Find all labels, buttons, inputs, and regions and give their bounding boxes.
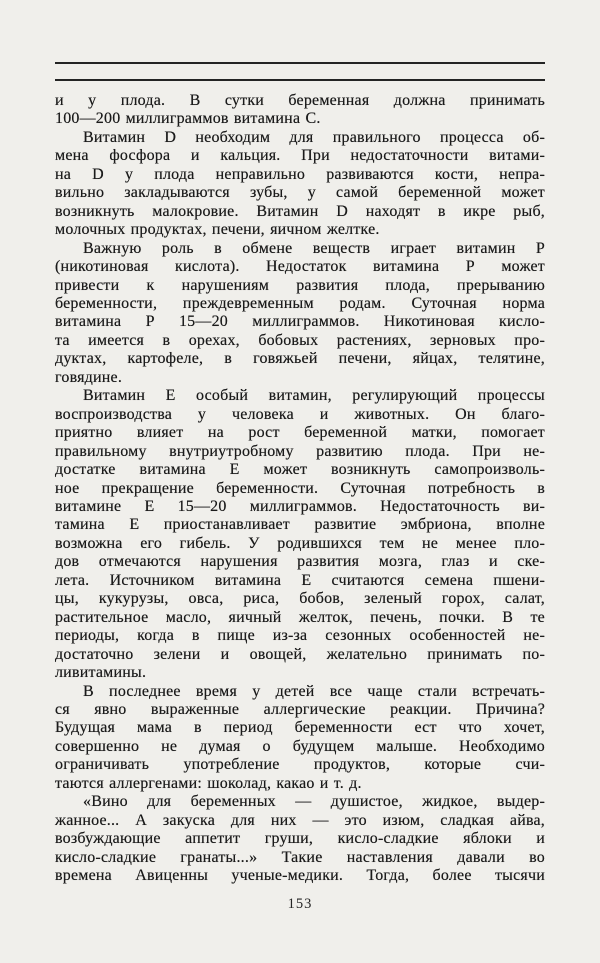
text-line: достатке витамина Е может возникнуть самопроизволь- [55,461,545,479]
text-line: возбуждающие аппетит груши, кисло-сладкие яблоки и [55,830,545,848]
text-line: говядине. [55,368,123,386]
text-line: лета. Источником витамина Е считаются семена пшени- [55,571,545,589]
text-line: ся явно выраженные аллергические реакции. Причина? [55,700,545,718]
text-line: ливитамины. [55,664,147,682]
text-line: приятно влияет на рост беременной матки, помогает [55,424,545,442]
text-line: растительное масло, яичный желток, печень, почки. В те [55,608,545,626]
text-line: правильному внутриутробному развитию плода. При не- [55,442,545,460]
paragraph [55,92,545,129]
text-line: дов отмечаются нарушения развития мозга, глаз и ске- [55,553,545,571]
text-line: ограничивать употребление продуктов, которые счи- [55,756,545,774]
text-line: ное прекращение беременности. Суточная потребность в [55,479,545,497]
text-line: витамина Р 15—20 миллиграммов. Никотиновая кисло- [55,313,545,331]
paragraph [55,683,545,794]
text-line: Важную роль в обмене веществ играет витамин Р [83,239,545,257]
text-line: мена фосфора и кальция. При недостаточности витами- [55,147,545,165]
text-line: совершенно не думая о будущем малыше. Необходимо [55,737,545,755]
text-line: периоды, когда в пище из-за сезонных особенностей не- [55,627,545,645]
top-rule-upper [55,62,545,64]
text-line: (никотиновая кислота). Недостаток витамина Р может [55,258,545,276]
text-line: дуктах, картофеле, в говяжьей печени, яйцах, телятине, [55,350,545,368]
paragraph [55,129,545,240]
header-rules [55,62,545,81]
book-page [55,0,545,963]
text-line: кисло-сладкие гранаты...» Такие наставления давали во [55,848,545,866]
text-line: «Вино для беременных — душистое, жидкое, выдер- [83,793,545,811]
text-line: и у плода. В сутки беременная должна принимать [55,92,545,109]
paragraph [55,793,545,885]
text-line: на D у плода неправильно развиваются кости, непра- [55,165,545,183]
text-line: Витамин D необходим для правильного процесса об- [83,128,545,146]
text-line: возникнуть малокровие. Витамин D находят в икре рыб, [55,202,545,220]
paragraph [55,387,545,682]
text-line: таются аллергенами: шоколад, какао и т. д. [55,774,362,792]
text-line: времена Авиценны ученые-медики. Тогда, более тысячи [55,867,545,885]
text-line: Будущая мама в период беременности ест что хочет, [55,719,545,737]
text-line: та имеется в орехах, бобовых растениях, зерновых про- [55,331,545,349]
text-line: молочных продуктах, печени, яичном желтке. [55,221,380,239]
text-line: 100—200 миллиграммов витамина С. [55,110,321,128]
page-number: 153 [287,896,313,913]
text-line: воспроизводства у человека и животных. Он благо- [55,405,545,423]
text-line: привести к нарушениям развития плода, прерыванию [55,276,545,294]
text-line: достаточно зелени и овощей, желательно принимать по- [55,645,545,663]
text-line: вильно закладываются зубы, у самой беременной может [55,184,545,202]
text-line: жанное... А закуска для них — это изюм, сладкая айва, [55,811,545,829]
text-line: беременности, преждевременным родам. Суточная норма [55,294,545,312]
text-line: витамине Е 15—20 миллиграммов. Недостаточность ви- [55,497,545,515]
text-line: цы, кукурузы, овса, риса, бобов, зеленый горох, салат, [55,590,545,608]
text-line: Витамин Е особый витамин, регулирующий процессы [83,387,545,405]
top-rule-lower [55,79,545,81]
text-line: тамина Е приостанавливает развитие эмбриона, вполне [55,516,545,534]
text-line: возможна его гибель. У родившихся тем не менее пло- [55,534,545,552]
text-line: В последнее время у детей все чаще стали встречать- [83,682,545,700]
body-text [55,92,545,885]
paragraph [55,240,545,388]
